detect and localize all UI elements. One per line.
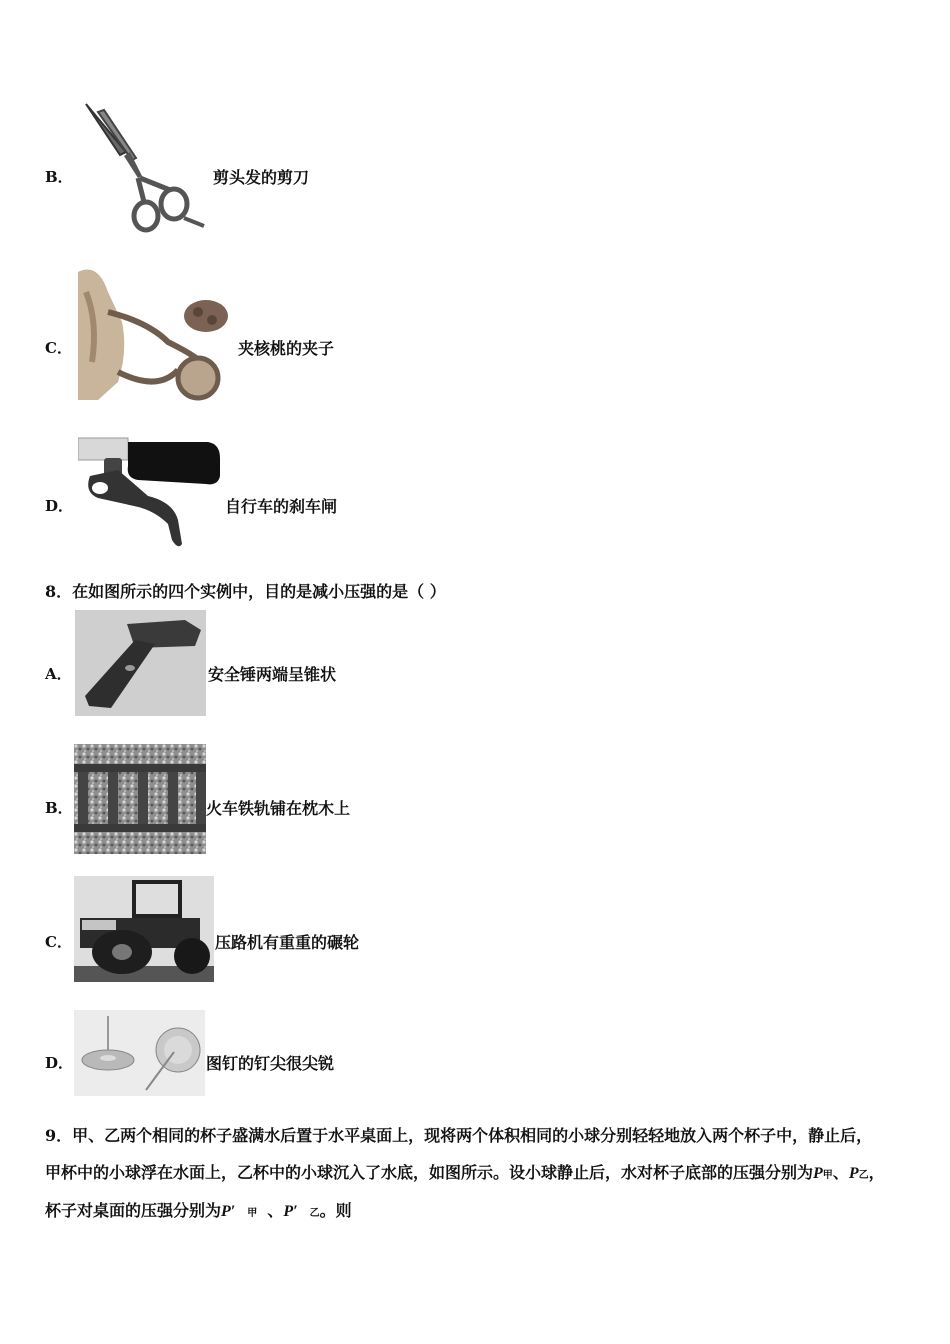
question-text: 在如图所示的四个实例中，目的是减小压强的是（ ） <box>72 582 446 601</box>
question-9-line-1 <box>45 1123 872 1146</box>
railway-sleepers-icon <box>74 744 206 854</box>
question-9-line-2: 甲杯中的小球浮在水面上，乙杯中的小球沉入了水底，如图所示。设小球静止后，水对杯子底部的压强分别为P甲、P乙， <box>45 1163 885 1182</box>
pressure-symbol: P <box>848 1165 859 1182</box>
option-letter: A． <box>45 665 72 683</box>
question-text: 杯子对桌面的压强分别为 <box>45 1201 222 1220</box>
scissors-icon <box>80 100 210 238</box>
option-text: 安全锤两端呈锥状 <box>208 665 337 684</box>
nutcracker-icon <box>78 262 238 404</box>
question-text: 甲、乙两个相同的杯子盛满水后置于水平桌面上，现将两个体积相同的小球分别轻轻地放入两个杯子中，静止后， <box>72 1126 873 1145</box>
question-number: 8． <box>45 582 73 601</box>
pressure-prime-symbol: P′ <box>283 1203 298 1220</box>
option-text: 夹核桃的夹子 <box>238 339 335 358</box>
question-end: 。则 <box>319 1201 352 1220</box>
subscript-jia: 甲 <box>822 1170 833 1181</box>
road-roller-icon <box>74 876 214 982</box>
separator: 、 <box>267 1201 284 1220</box>
option-letter: B． <box>45 168 73 186</box>
safety-hammer-icon <box>75 610 206 716</box>
bike-brake-icon <box>78 436 223 552</box>
option-text: 火车铁轨铺在枕木上 <box>206 799 351 818</box>
subscript-yi: 乙 <box>858 1170 869 1181</box>
thumbtack-icon <box>74 1010 205 1096</box>
subscript-yi: 乙 <box>309 1208 320 1219</box>
option-letter: D． <box>45 497 74 515</box>
option-letter: C． <box>45 933 72 951</box>
option-text: 剪头发的剪刀 <box>213 168 310 187</box>
question-8-stem <box>45 579 446 602</box>
subscript-jia: 甲 <box>247 1208 258 1219</box>
question-number: 9． <box>45 1126 73 1145</box>
question-9-line-3 <box>45 1198 352 1221</box>
option-letter: B． <box>45 799 73 817</box>
option-letter: D． <box>45 1054 74 1072</box>
option-text: 压路机有重重的碾轮 <box>215 933 360 952</box>
option-text: 自行车的刹车闸 <box>225 497 338 516</box>
pressure-prime-symbol: P′ <box>221 1203 236 1220</box>
option-letter: C． <box>45 339 72 357</box>
separator: 、 <box>832 1163 849 1182</box>
question-text: 甲杯中的小球浮在水面上，乙杯中的小球沉入了水底，如图所示。设小球静止后，水对杯子底部的压强分别为 <box>45 1163 814 1182</box>
option-text: 图钉的钉尖很尖锐 <box>206 1054 335 1073</box>
pressure-symbol: P <box>813 1165 823 1182</box>
